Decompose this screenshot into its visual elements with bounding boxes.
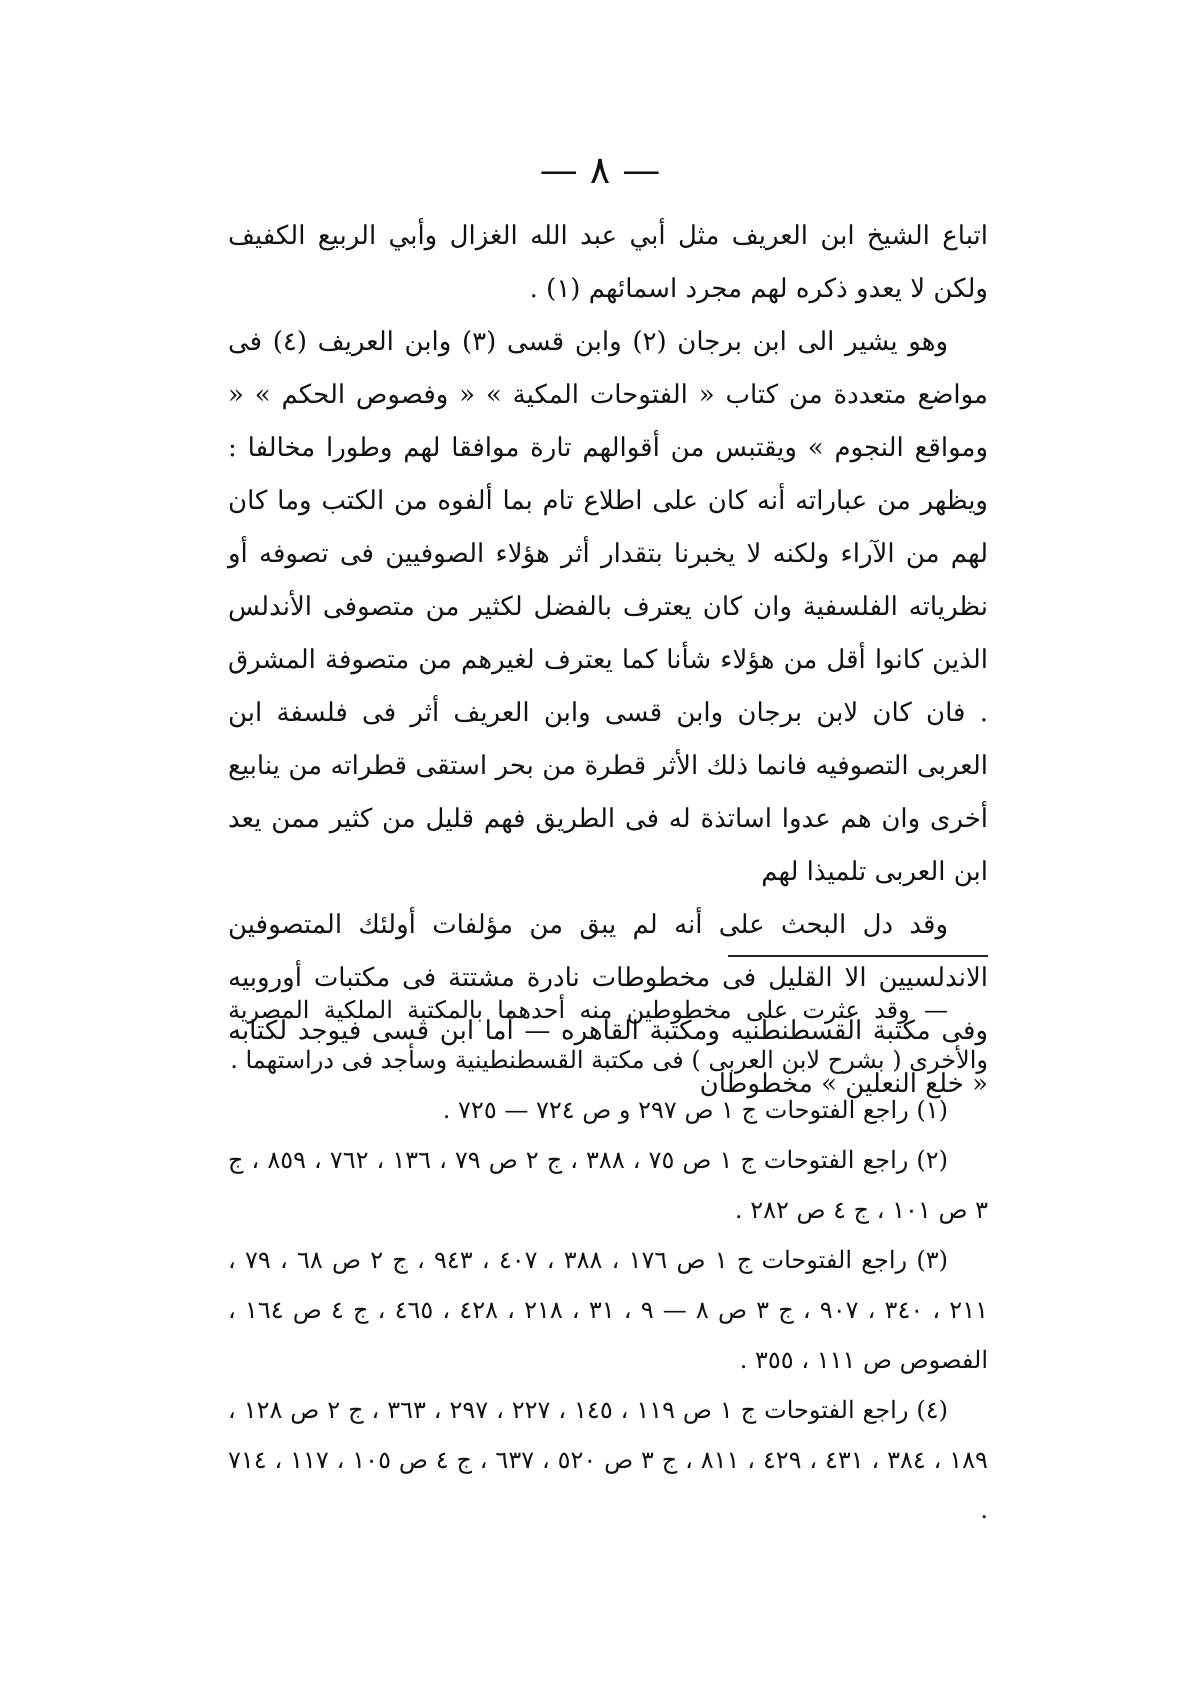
footnote: (١) راجع الفتوحات ج ١ ص ٢٩٧ و ص ٧٢٤ — ٧٢٥ .	[442, 1096, 948, 1124]
footnotes	[228, 985, 988, 1535]
footnote: (٤) راجع الفتوحات ج ١ ص ١١٩ ، ١٤٥ ، ٢٢٧ ، ٢٩٧ ، ٣٦٣ ، ج ٢ ص ١٢٨ ، ١٨٩ ، ٣٨٤ ، ٤٣١ ، ٤٢٩ ، ٨١١ ، ج ٣ ص ٥٢٠ ، ٦٣٧ ، ج ٤ ص ١٠٥ ، ١١٧ ، ٧١٤ .	[228, 1396, 988, 1524]
paragraph: وهو يشير الى ابن برجان (٢) وابن قسى (٣) وابن العريف (٤) فى مواضع متعددة من كتاب « الفتوحات المكية » « وفصوص الحكم » « ومواقع النجوم » ويقتبس من أقوالهم تارة موافقا لهم وطورا مخالفا : ويظهر من عباراته أنه كان على اطلاع تام بما ألفوه من الكتب وما كان لهم من الآراء ولكنه لا يخبرنا بتقدار أثر هؤلاء الصوفيين فى تصوفه أو نظرياته الفلسفية وان كان يعترف بالفضل لكثير من متصوفى الأندلس الذين كانوا أقل من هؤلاء شأنا كما يعترف لغيرهم من متصوفة المشرق . فان كان لابن برجان وابن قسى وابن العريف أثر فى فلسفة ابن العربى التصوفيه فانما ذلك الأثر قطرة من بحر استقى قطراته من ينابيع أخرى وان هم عدوا اساتذة له فى الطريق فهم قليل من كثير ممن يعد ابن العربى تلميذا لهم	[228, 327, 988, 887]
page-number: — ٨ —	[539, 148, 661, 192]
footnote-continuation: — وقد عثرت على مخطوطين منه أحدهما بالمكتبة الملكية المصرية والأخرى ( بشرح لابن العربى ) فى مكتبة القسطنطينية وسأجد فى دراستهما .	[228, 996, 988, 1074]
paragraph: وقد دل البحث على أنه لم يبق من مؤلفات أولئك المتصوفين الاندلسيين الا القليل فى مخطوطات نادرة مشتتة فى مكتبات أوروبيه وفى مكتبة القسطنطنيه ومكتبة القاهره — أما ابن قسى فيوجد لكتابه « خلع النعلين » مخطوطان	[228, 910, 988, 1099]
footnote-separator	[728, 955, 988, 957]
paragraph: اتباع الشيخ ابن العريف مثل أبي عبد الله الغزال وأبي الربيع الكفيف ولكن لا يعدو ذكره لهم مجرد اسمائهم (١) .	[228, 221, 988, 304]
footnote: (٢) راجع الفتوحات ج ١ ص ٧٥ ، ٣٨٨ ، ج ٢ ص ٧٩ ، ١٣٦ ، ٧٦٢ ، ٨٥٩ ، ج ٣ ص ١٠١ ، ج ٤ ص ٢٨٢ .	[228, 1146, 988, 1224]
main-text	[228, 210, 988, 1111]
footnote: (٣) راجع الفتوحات ج ١ ص ١٧٦ ، ٣٨٨ ، ٤٠٧ ، ٩٤٣ ، ج ٢ ص ٦٨ ، ٧٩ ، ٢١١ ، ٣٤٠ ، ٩٠٧ ، ج ٣ ص ٨ — ٩ ، ٣١ ، ٢١٨ ، ٤٢٨ ، ٤٦٥ ، ج ٤ ص ١٦٤ ، الفصوص ص ١١١ ، ٣٥٥ .	[228, 1246, 988, 1374]
